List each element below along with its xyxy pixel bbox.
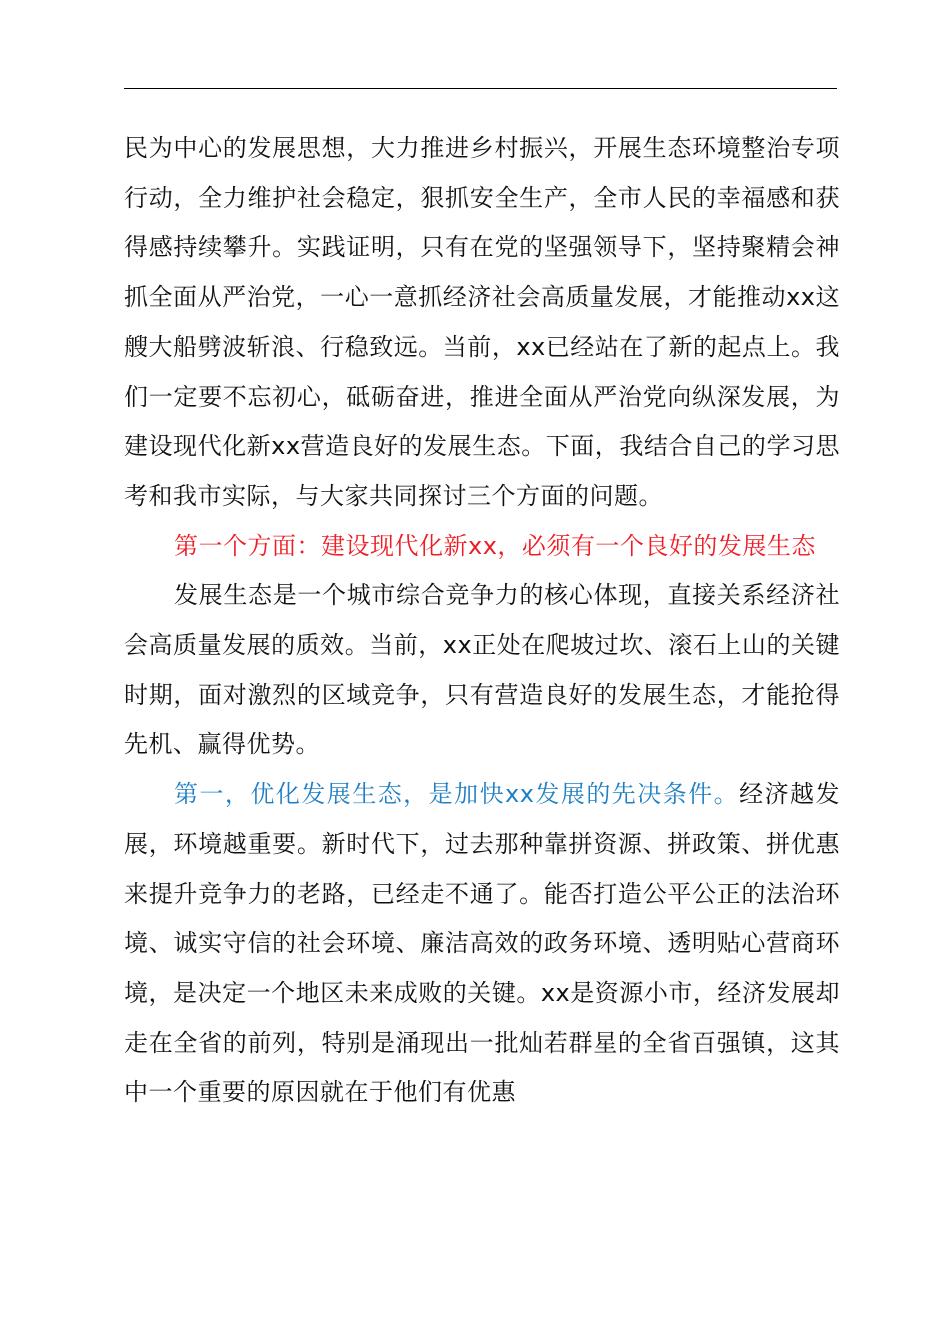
body-paragraph-first-point <box>124 770 840 1118</box>
document-body <box>124 124 840 1118</box>
section-heading: 第一个方面：建设现代化新xx，必须有一个良好的发展生态 <box>174 531 816 560</box>
first-point-lead: 第一，优化发展生态，是加快xx发展的先决条件。 <box>174 780 740 809</box>
body-paragraph-intro: 民为中心的发展思想，大力推进乡村振兴，开展生态环境整治专项行动，全力维护社会稳定，狠抓安全生产，全市人民的幸福感和获得感持续攀升。实践证明，只有在党的坚强领导下，坚持聚精会神抓全面从严治党，一心一意抓经济社会高质量发展，才能推动xx这艘大船劈波斩浪、行稳致远。当前，xx已经站在了新的起点上。我们一定要不忘初心，砥砺奋进，推进全面从严治党向纵深发展，为建设现代化新xx营造良好的发展生态。下面，我结合自己的学习思考和我市实际，与大家共同探讨三个方面的问题。 <box>124 134 840 510</box>
body-paragraph-development-ecology: 发展生态是一个城市综合竞争力的核心体现，直接关系经济社会高质量发展的质效。当前，xx正处在爬坡过坎、滚石上山的关键时期，面对激烈的区域竞争，只有营造良好的发展生态，才能抢得先机、赢得优势。 <box>124 581 840 759</box>
first-point-text: 经济越发展，环境越重要。新时代下，过去那种靠拼资源、拼政策、拼优惠来提升竞争力的老路，已经走不通了。能否打造公平公正的法治环境、诚实守信的社会环境、廉洁高效的政务环境、透明贴心营商环境，是决定一个地区未来成败的关键。xx是资源小市，经济发展却走在全省的前列，特别是涌现出一批灿若群星的全省百强镇，这其中一个重要的原因就在于他们有优惠 <box>124 780 841 1107</box>
header-rule <box>124 88 837 89</box>
